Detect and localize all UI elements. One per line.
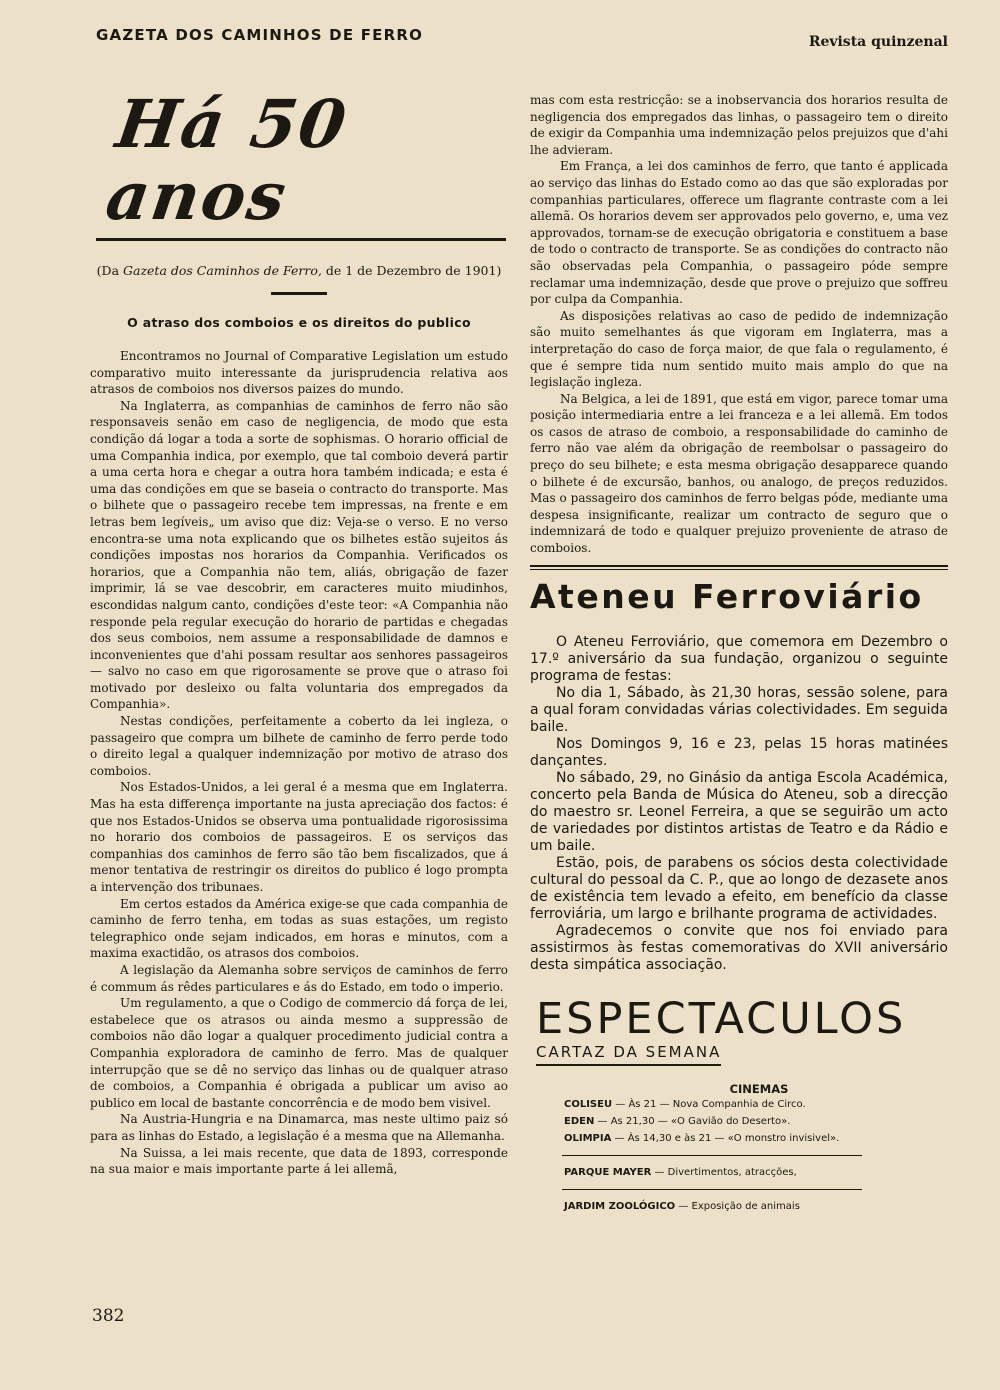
- masthead-subtitle: Revista quinzenal: [808, 34, 948, 50]
- venue-name: EDEN: [564, 1115, 595, 1127]
- source-citation: [90, 263, 508, 278]
- article-paragraph: A legislação da Alemanha sobre serviços de caminhos de ferro é commum ás rêdes particulares e ás do Estado, em todo o imperio.: [90, 962, 508, 994]
- article-paragraph: Na Belgica, a lei de 1891, que está em vigor, parece tomar uma posição intermediaria entre a lei franceza e a lei allemã. Em todos os casos de atraso de comboio, a responsabilidade do caminho de ferro não vae além da obrigação de reembolsar o passageiro do preço do seu bilhete; e esta mesma obrigação desapparece quando o bilhete é de excursão, banhos, ou analogo, de preços reduzidos. Mas o passageiro dos caminhos de ferro belgas póde, mediante uma despesa insignificante, realizar um contracto de seguro que o indemnizará de todo e qualquer prejuizo proveniente de atraso de comboios.: [530, 391, 948, 556]
- listing-divider: [562, 1155, 862, 1156]
- article-paragraph: Nestas condições, perfeitamente a coberto da lei ingleza, o passageiro que compra um bilhete de caminho de ferro perde todo o direito legal a qualquer indemnização por motivo de atraso dos comboios.: [90, 714, 508, 778]
- citation-prefix: (Da: [96, 263, 123, 278]
- article-paragraph: Nos Estados-Unidos, a lei geral é a mesma que em Inglaterra. Mas ha esta differença importante na justa apreciação dos factos: é que nos Estados-Unidos se observa uma pontualidade rigorosissima no horario dos comboios de passageiros. E os serviços das companhias dos caminhos de ferro são tão bem fiscalizados, que á menor tentativa de restringir os direitos do publico é logo prompta a intervenção dos tribunaes.: [90, 780, 508, 894]
- article-paragraph: Na Suissa, a lei mais recente, que data de 1893, corresponde na sua maior e mais importante parte á lei allemã,: [90, 1145, 508, 1177]
- ateneu-paragraph: No dia 1, Sábado, às 21,30 horas, sessão solene, para a qual foram convidadas várias colectividades. Em seguida baile.: [530, 684, 948, 735]
- venue-name: JARDIM ZOOLÓGICO: [564, 1200, 676, 1212]
- section-divider: [530, 565, 948, 570]
- espectaculos-subheading: CARTAZ DA SEMANA: [536, 1043, 721, 1066]
- venue-detail: — Exposição de animais: [675, 1200, 800, 1212]
- citation-publication: Gazeta dos Caminhos de Ferro,: [123, 263, 322, 278]
- article-continuation: mas com esta restricção: se a inobservancia dos horarios resulta de negligencia dos empregados das linhas, o passageiro tem o direito de exigir da Companhia uma indemnização pelos prejuizos que d'ahi lhe advieram.: [530, 93, 948, 157]
- venue-detail: — Divertimentos, atracções,: [651, 1166, 797, 1178]
- ateneu-article: [530, 634, 948, 974]
- venue-name: OLIMPIA: [564, 1132, 612, 1144]
- cinemas-heading: CINEMAS: [729, 1081, 789, 1096]
- citation-suffix: de 1 de Dezembro de 1901): [321, 263, 502, 278]
- ateneu-paragraph: Nos Domingos 9, 16 e 23, pelas 15 horas matinées dançantes.: [530, 735, 948, 769]
- ateneu-paragraph: Estão, pois, de parabens os sócios desta colectividade cultural do pessoal da C. P., que ao longo de dezasete anos de existência tem levado a efeito, em benefício da classe ferroviária, um largo e brilhante programa de actividades.: [530, 854, 948, 922]
- article-heading: O atraso dos comboios e os direitos do publico: [127, 315, 471, 330]
- masthead: GAZETA DOS CAMINHOS DE FERRO: [96, 26, 424, 44]
- article-paragraph: Na Austria-Hungria e na Dinamarca, mas neste ultimo paiz só para as linhas do Estado, a legislação é a mesma que na Allemanha.: [90, 1112, 508, 1143]
- article-paragraph: Em França, a lei dos caminhos de ferro, que tanto é applicada ao serviço das linhas do Estado como ao das que são exploradas por companhias particulares, offerece um flagrante contraste com a lei allemã. Os horarios devem ser approvados pelo governo, e, uma vez approvados, tornam-se de execução obrigatoria e constituem a base de todo o contracto de transporte. Se as condições do contracto não são observadas pela Companhia, o passageiro póde sempre reclamar uma indemnização, desde que prove o prejuizo que soffreu por culpa da Companhia.: [530, 159, 948, 307]
- venue-detail: — Às 21 — Nova Companhia de Circo.: [612, 1098, 806, 1110]
- listing-item: [564, 1096, 948, 1113]
- ateneu-heading: Ateneu Ferroviário: [530, 576, 924, 616]
- divider-rule: [271, 292, 327, 295]
- article-paragraph: As disposições relativas ao caso de pedido de indemnização são muito semelhantes ás que vigoram em Inglaterra, mas a interpretação do caso de força maior, de que fala o regulamento, é que é sempre tida num sentido muito mais amplo do que na legislação ingleza.: [530, 308, 948, 390]
- left-column: [90, 86, 508, 1178]
- ateneu-paragraph: No sábado, 29, no Ginásio da antiga Escola Académica, concerto pela Banda de Música do Ateneu, sob a direcção do maestro sr. Leonel Ferreira, a que se seguirão um acto de variedades por distintos artistas de Teatro e da Rádio e um baile.: [530, 769, 948, 854]
- banner-underline: [96, 238, 506, 241]
- ateneu-paragraph: O Ateneu Ferroviário, que comemora em Dezembro o 17.º aniversário da sua fundação, organizou o seguinte programa de festas:: [530, 633, 948, 684]
- article-paragraph: Um regulamento, a que o Codigo de commercio dá força de lei, estabelece que os atrasos ou ainda mesmo a suppressão de comboios não dão logar a qualquer procedimento judicial contra a Companhia exploradora de caminho de ferro. Mas de qualquer interrupção que se dê no serviço das linhas ou de qualquer atraso de comboios, a Companhia é obrigada a publicar um aviso ao publico em local de bastante concorrência e de modo bem visivel.: [90, 996, 508, 1110]
- article-paragraph: Encontramos no Journal of Comparative Legislation um estudo comparativo muito interessante da jurisprudencia relativa aos atrasos de comboios nos diversos paizes do mundo.: [90, 349, 508, 397]
- venue-detail: — As 21,30 — «O Gavião do Deserto».: [594, 1115, 791, 1127]
- venue-name: PARQUE MAYER: [564, 1166, 652, 1178]
- listing-item: [564, 1164, 948, 1181]
- listing-item: [564, 1130, 948, 1147]
- section-banner-title: Há 50 anos: [101, 85, 353, 235]
- page-number: 382: [92, 1306, 125, 1326]
- ateneu-paragraph: Agradecemos o convite que nos foi enviado para assistirmos às festas comemorativas do XVII aniversário desta simpática associação.: [530, 922, 948, 973]
- venue-detail: — Às 14,30 e às 21 — «O monstro invisivel».: [611, 1132, 840, 1144]
- listing-item: [564, 1113, 948, 1130]
- article-paragraph: Em certos estados da América exige-se que cada companhia de caminho de ferro tenha, em todas as suas estações, um registo telegraphico onde sejam indicados, em horas e minutos, com a maxima exactidão, os atrasos dos comboios.: [90, 896, 508, 961]
- espectaculos-heading: ESPECTACULOS: [536, 993, 907, 1044]
- listing-divider: [562, 1189, 862, 1190]
- right-column: [530, 92, 948, 1215]
- listing-item: [564, 1198, 948, 1215]
- article-paragraph: Na Inglaterra, as companhias de caminhos de ferro não são responsaveis senão em caso de negligencia, de modo que esta condição dá logar a toda a sorte de sophismas. O horario official de uma Companhia indica, por exemplo, que tal comboio deverá partir a uma certa hora e chegar a outra hora também indicada; e esta é uma das condições em que se baseia o contracto do transporte. Mas o bilhete que o passageiro recebe tem impressas, na frente e em letras bem legíveis„ um aviso que diz: Veja-se o verso. E no verso encontra-se uma nota explicando que os bilhetes estão sujeitos ás condições impostas nos horarios da Companhia. Verificados os horarios, que a Companhia não tem, aliás, obrigação de fazer imprimir, lá se vae descobrir, em caracteres muito miudinhos, escondidas nalgum canto, condições d'este teor: «A Companhia não responde pela regular execução do horario de partidas e chegadas dos seus comboios, nem assume a responsabilidade de damnos e inconvenientes que d'ahi possam resultar aos senhores passageiros — salvo no caso em que rigorosamente se prove que o atraso foi motivado por desleixo ou falta voluntaria dos empregados da Companhia».: [90, 398, 508, 712]
- venue-name: COLISEU: [564, 1098, 613, 1110]
